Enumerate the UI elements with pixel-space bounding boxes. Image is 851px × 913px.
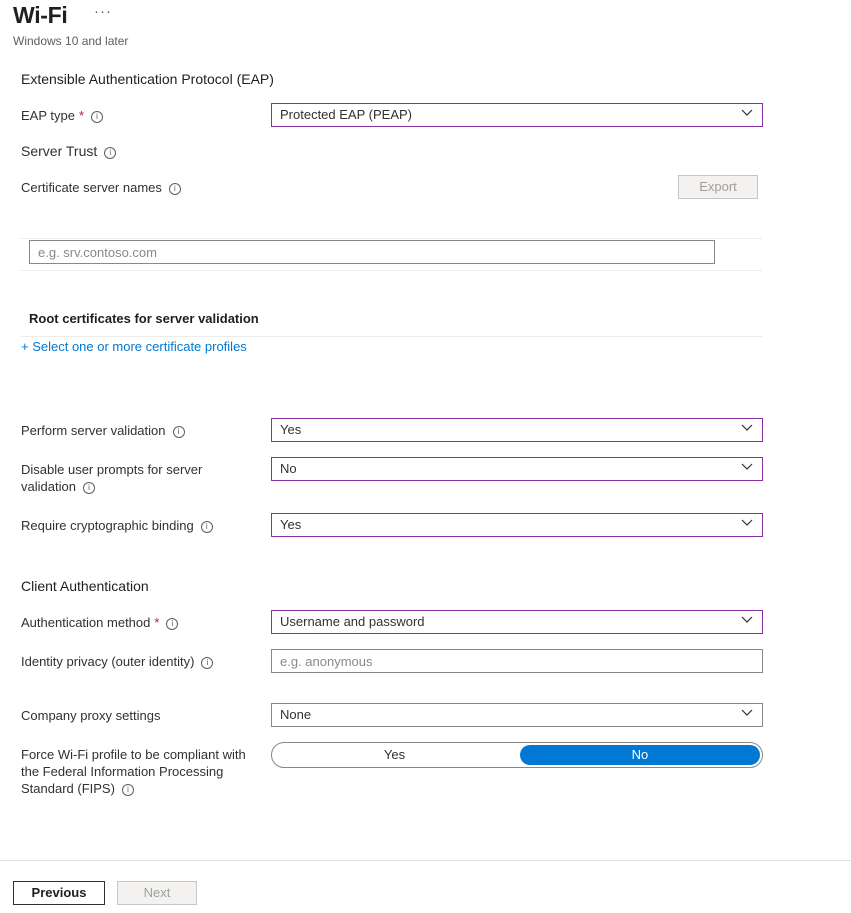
divider [21, 336, 762, 337]
eap-type-dropdown[interactable] [271, 103, 763, 127]
page-title: Wi-Fi [13, 2, 68, 28]
proxy-value: None [280, 707, 312, 722]
disable-prompts-label-text: Disable user prompts for server validation [21, 462, 203, 494]
fips-no-option[interactable]: No [520, 745, 760, 765]
eap-section-title: Extensible Authentication Protocol (EAP) [21, 71, 274, 87]
divider [21, 238, 762, 239]
proxy-dropdown[interactable] [271, 703, 763, 727]
info-icon[interactable]: i [166, 618, 178, 630]
auth-method-value: Username and password [280, 614, 425, 629]
info-icon[interactable]: i [91, 111, 103, 123]
disable-prompts-value: No [280, 461, 297, 476]
footer-divider [0, 860, 851, 861]
divider [21, 270, 762, 271]
info-icon[interactable]: i [122, 784, 134, 796]
page-subtitle: Windows 10 and later [13, 34, 129, 48]
eap-type-value: Protected EAP (PEAP) [280, 107, 412, 122]
info-icon[interactable]: i [104, 147, 116, 159]
identity-privacy-label-text: Identity privacy (outer identity) [21, 654, 195, 669]
crypto-binding-dropdown[interactable] [271, 513, 763, 537]
fips-label-text: Force Wi-Fi profile to be compliant with the Federal Information Processing Standard (FIPS) [21, 747, 246, 796]
perform-validation-label [21, 422, 185, 439]
perform-validation-value: Yes [280, 422, 302, 437]
chevron-down-icon [741, 424, 753, 432]
eap-type-label-text: EAP type [21, 108, 75, 123]
auth-method-label [21, 614, 178, 631]
fips-label [21, 746, 257, 797]
eap-type-label [21, 107, 103, 124]
required-marker: * [78, 108, 85, 123]
auth-method-label-text: Authentication method [21, 615, 151, 630]
cert-server-name-input[interactable] [29, 240, 715, 264]
export-button[interactable]: Export [678, 175, 758, 199]
client-auth-section-title: Client Authentication [21, 578, 149, 594]
info-icon[interactable]: i [201, 657, 213, 669]
more-options-icon[interactable]: ··· [94, 3, 112, 20]
chevron-down-icon [741, 616, 753, 624]
info-icon[interactable]: i [169, 183, 181, 195]
previous-button[interactable]: Previous [13, 881, 105, 905]
proxy-label: Company proxy settings [21, 708, 161, 723]
fips-toggle[interactable] [271, 742, 763, 768]
cert-server-names-label-text: Certificate server names [21, 180, 162, 195]
server-trust-label [21, 143, 116, 160]
server-trust-label-text: Server Trust [21, 143, 98, 159]
required-marker: * [154, 615, 160, 630]
perform-validation-dropdown[interactable] [271, 418, 763, 442]
chevron-down-icon [741, 463, 753, 471]
auth-method-dropdown[interactable] [271, 610, 763, 634]
disable-prompts-dropdown[interactable] [271, 457, 763, 481]
fips-yes-option[interactable]: Yes [383, 747, 406, 762]
info-icon[interactable]: i [83, 482, 95, 494]
crypto-binding-value: Yes [280, 517, 302, 532]
info-icon[interactable]: i [173, 426, 185, 438]
chevron-down-icon [741, 519, 753, 527]
next-button[interactable]: Next [117, 881, 197, 905]
root-certs-title: Root certificates for server validation [29, 311, 259, 326]
disable-prompts-label [21, 461, 221, 495]
cert-server-names-label [21, 179, 181, 196]
chevron-down-icon [741, 109, 753, 117]
info-icon[interactable]: i [201, 521, 213, 533]
identity-privacy-input[interactable] [271, 649, 763, 673]
perform-validation-label-text: Perform server validation [21, 423, 166, 438]
chevron-down-icon [741, 709, 753, 717]
select-certificate-profiles-link[interactable]: + Select one or more certificate profiles [21, 339, 247, 354]
crypto-binding-label-text: Require cryptographic binding [21, 518, 194, 533]
crypto-binding-label [21, 517, 213, 534]
identity-privacy-label [21, 653, 213, 670]
